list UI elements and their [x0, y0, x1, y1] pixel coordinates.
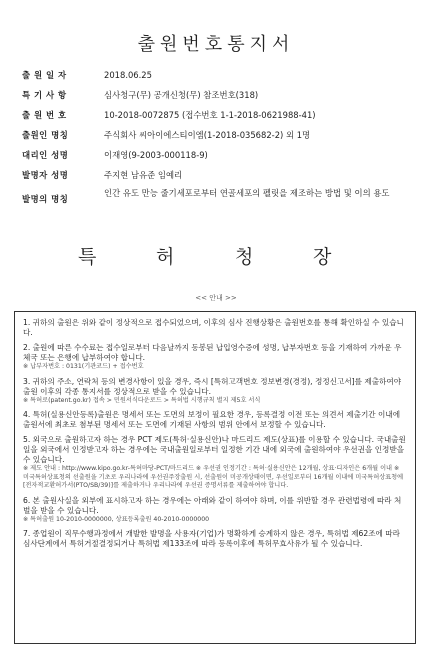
- info-value: 인간 유도 만능 줄기세포로부터 연골세포의 펠릿을 제조하는 방법 및 이의 용도: [104, 188, 390, 198]
- info-label: 출 원 일 자: [22, 70, 67, 80]
- guide-box: [14, 311, 416, 644]
- info-row-agent: [22, 150, 422, 161]
- info-value: 2018.06.25: [104, 70, 152, 80]
- guide-heading: << 안내 >>: [195, 294, 237, 302]
- note-sub: ※ 특허출원 10-2010-0000000, 상표등록출원 40-2010-0000000: [23, 515, 210, 523]
- commissioner-char: 특: [78, 246, 97, 268]
- commissioner-char: 허: [156, 246, 175, 268]
- info-label: 출 원 번 호: [22, 110, 67, 120]
- guide-note: [23, 529, 407, 549]
- info-value: 이재영(9-2003-000118-9): [104, 150, 208, 160]
- info-value: 주식회사 씨아이에스티이엠(1-2018-035682-2) 외 1명: [104, 130, 311, 140]
- info-label: 출원인 명칭: [22, 130, 69, 140]
- info-label: 대리인 성명: [22, 150, 69, 160]
- info-value: 심사청구(무) 공개신청(무) 참조번호(318): [104, 90, 259, 100]
- info-row-applicant: [22, 130, 422, 141]
- info-label: 발명자 성명: [22, 170, 69, 180]
- guide-note: [23, 435, 407, 491]
- document-title: 출원번호통지서: [137, 34, 295, 55]
- guide-note: [23, 343, 407, 372]
- info-row-filing-date: [22, 70, 422, 81]
- note-sub: ※ 납부자번호 : 0131(기관코드) + 접수번호: [23, 363, 144, 370]
- commissioner-title: [0, 242, 432, 270]
- guide-note: [23, 410, 407, 430]
- info-label: 특 기 사 항: [22, 90, 67, 100]
- note-sub: ※ 제도 안내 : http://www.kipo.go.kr-특허마당-PCT/마드리드 ※ 우선권 인정기간 : 특허·실용신안은 12개월, 상표·디자인은 6개월 이내 ※ 미국특허상표청의 선출원을 기초로 우리나라에 우선권주장출원 시, 선출원이 미공개상태이면, 우선일로부터 16개월 이내에 미국특허상표청에 [전자적교환허가서(PTO/SB/39)]를 제출하거나 우리나라에 우선권 증명서류를 제출하여야 합니다.: [23, 465, 404, 489]
- note-sub: ※ 특허로(patent.go.kr) 접속 > 민원서식다운로드 > 특허법 시행규칙 별지 제5호 서식: [23, 396, 261, 404]
- info-row-application-number: [22, 110, 422, 121]
- guide-note: [23, 496, 407, 525]
- note-text: 1. 귀하의 출원은 위와 같이 정상적으로 접수되었으며, 이후의 심사 진행상황은 출원번호를 통해 확인하실 수 있습니다.: [23, 318, 404, 337]
- guide-note: [23, 318, 407, 338]
- commissioner-char: 청: [235, 246, 254, 268]
- guide-note: [23, 377, 407, 406]
- note-text: 6. 본 출원사실을 외부에 표시하고자 하는 경우에는 아래와 같이 하여야 하며, 이를 위반할 경우 관련법령에 따라 처벌을 받을 수 있습니다.: [23, 495, 402, 515]
- note-text: 5. 외국으로 출원하고자 하는 경우 PCT 제도(특허·실용신안)나 마드리드 제도(상표)를 이용할 수 있습니다. 국내출원일을 외국에서 인정받고자 하는 경우에는 국내출원일로부터 일정한 기간 내에 외국에 출원하여야 우선권을 인정받을 수 있습니다.: [23, 435, 406, 464]
- info-value: 주지현 남유준 임예리: [104, 170, 183, 180]
- note-text: 7. 종업원이 직무수행과정에서 개발한 발명을 사용자(기업)가 명확하게 승계하지 않은 경우, 특허법 제62조에 따라 심사단계에서 특허거절결정되거나 특허법 제133조에 따라 등록이후에 특허무효사유가 될 수 있습니다.: [23, 529, 400, 548]
- commissioner-char: 장: [313, 246, 332, 268]
- info-row-inventors: [22, 170, 422, 181]
- info-value: 10-2018-0072875 (접수번호 1-1-2018-0621988-41): [104, 110, 316, 120]
- note-text: 2. 출원에 따른 수수료는 접수일로부터 다음날까지 동봉된 납입영수증에 성명, 납부자번호 등을 기재하여 가까운 우체국 또는 은행에 납부하여야 합니다.: [23, 343, 402, 362]
- info-label: 발명의 명칭: [22, 194, 69, 204]
- info-row-special-notes: [22, 90, 422, 101]
- note-text: 3. 귀하의 주소, 연락처 등의 변경사항이 있을 경우, 즉시 [특허고객번호 정보변경(경정), 정정신고서]를 제출하여야 출원 이후의 각종 통지서를 정상적으로 받을 수 있습니다.: [23, 376, 402, 396]
- info-row-invention-title: [22, 188, 422, 205]
- note-text: 4. 특허(실용신안등록)출원은 명세서 또는 도면의 보정이 필요한 경우, 등록결정 이전 또는 의견서 제출기간 이내에 출원서에 최초로 첨부된 명세서 또는 도면에 기재된 사항의 범위 안에서 보정할 수 있습니다.: [23, 410, 401, 429]
